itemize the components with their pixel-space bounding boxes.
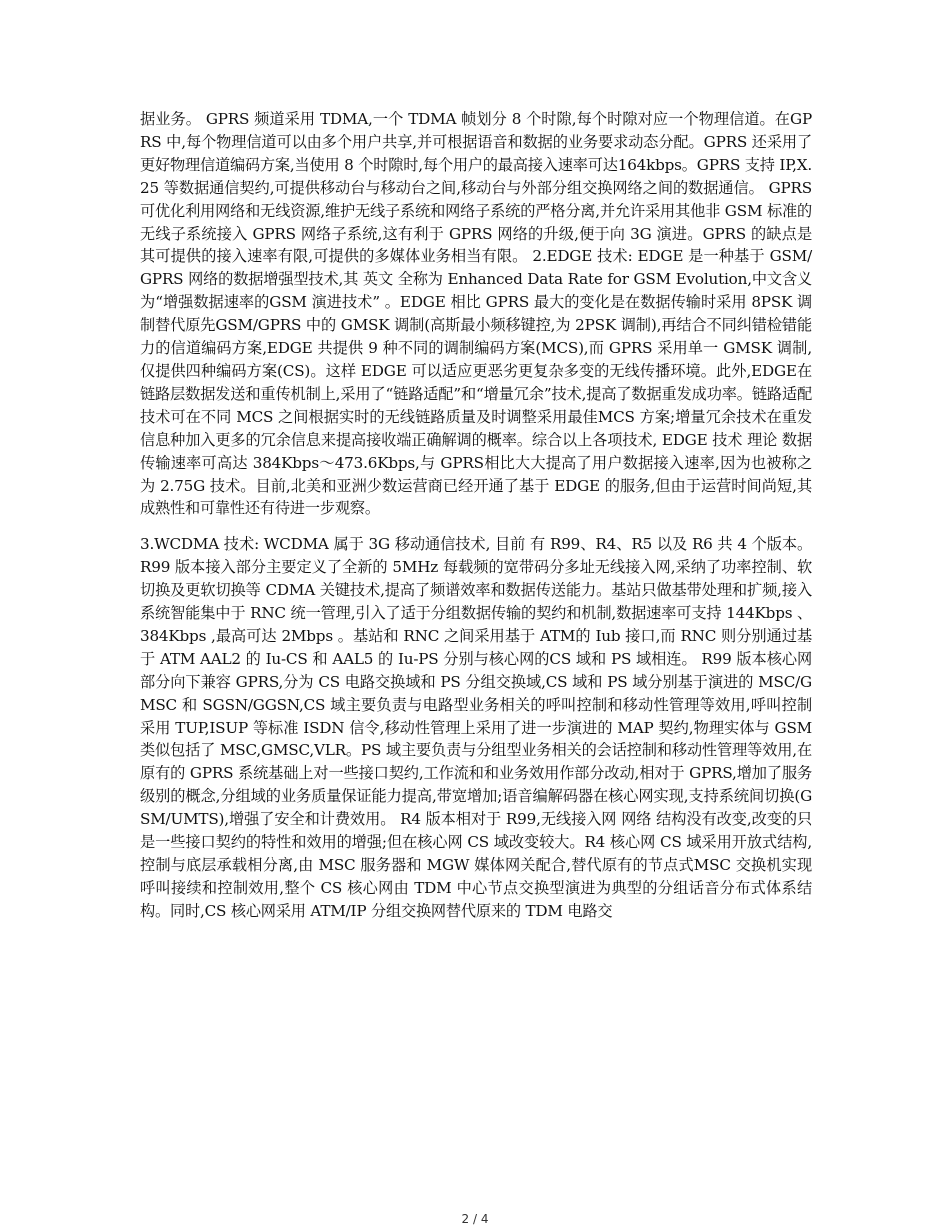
page-number: 2 / 4 (461, 1212, 489, 1226)
document-body (140, 108, 812, 923)
paragraph-wcdma: 3.WCDMA 技术: WCDMA 属于 3G 移动通信技术, 目前 有 R99、R4、R5 以及 R6 共 4 个版本。R99 版本接入部分主要定义了全新的 5MHz 每载频的宽带码分多址无线接入网,采纳了功率控制、软切换及更软切换等 CDMA 关键技术,提高了频谱效率和数据传送能力。基站只做基带处理和扩频,接入系统智能集中于 RNC 统一管理,引入了适于分组数据传输的契约和机制,数据速率可支持 144Kbps 、384Kbps ,最高可达 2Mbps 。基站和 RNC 之间采用基于 ATM的 Iub 接口,而 RNC 则分别通过基于 ATM AAL2 的 Iu-CS 和 AAL5 的 Iu-PS 分别与核心网的CS 域和 PS 域相连。 R99 版本核心网部分向下兼容 GPRS,分为 CS 电路交换域和 PS 分组交换域,CS 域和 PS 域分别基于演进的 MSC/GMSC 和 SGSN/GGSN,CS 域主要负责与电路型业务相关的呼叫控制和移动性管理等效用,呼叫控制采用 TUP,ISUP 等标准 ISDN 信令,移动性管理上采用了进一步演进的 MAP 契约,物理实体与 GSM 类似包括了 MSC,GMSC,VLR。PS 域主要负责与分组型业务相关的会话控制和移动性管理等效用,在原有的 GPRS 系统基础上对一些接口契约,工作流和和业务效用作部分改动,相对于 GPRS,增加了服务级别的概念,分组域的业务质量保证能力提高,带宽增加;语音编解码器在核心网实现,支持系统间切换(GSM/UMTS),增强了安全和计费效用。 R4 版本相对于 R99,无线接入网 网络 结构没有改变,改变的只是一些接口契约的特性和效用的增强;但在核心网 CS 域改变较大。R4 核心网 CS 域采用开放式结构,控制与底层承载相分离,由 MSC 服务器和 MGW 媒体网关配合,替代原有的节点式MSC 交换机实现呼叫接续和控制效用,整个 CS 核心网由 TDM 中心节点交换型演进为典型的分组话音分布式体系结构。同时,CS 核心网采用 ATM/IP 分组交换网替代原来的 TDM 电路交 (140, 535, 812, 920)
paragraph-gprs-edge: 据业务。 GPRS 频道采用 TDMA,一个 TDMA 帧划分 8 个时隙,每个时隙对应一个物理信道。在GPRS 中,每个物理信道可以由多个用户共享,并可根据语音和数据的业务要求动态分配。GPRS 还采用了更好物理信道编码方案,当使用 8 个时隙时,每个用户的最高接入速率可达164kbps。GPRS 支持 IP,X.25 等数据通信契约,可提供移动台与移动台之间,移动台与外部分组交换网络之间的数据通信。 GPRS 可优化利用网络和无线资源,维护无线子系统和网络子系统的严格分离,并允许采用其他非 GSM 标准的无线子系统接入 GPRS 网络子系统,这有利于 GPRS 网络的升级,便于向 3G 演进。GPRS 的缺点是其可提供的接入速率有限,可提供的多媒体业务相当有限。 2.EDGE 技术: EDGE 是一种基于 GSM/GPRS 网络的数据增强型技术,其 英文 全称为 Enhanced Data Rate for GSM Evolution,中文含义为“增强数据速率的GSM 演进技术” 。EDGE 相比 GPRS 最大的变化是在数据传输时采用 8PSK 调制替代原先GSM/GPRS 中的 GMSK 调制(高斯最小频移键控,为 2PSK 调制),再结合不同纠错检错能力的信道编码方案,EDGE 共提供 9 种不同的调制编码方案(MCS),而 GPRS 采用单一 GMSK 调制,仅提供四种编码方案(CS)。这样 EDGE 可以适应更恶劣更复杂多变的无线传播环境。此外,EDGE在链路层数据发送和重传机制上,采用了“链路适配”和“增量冗余”技术,提高了数据重发成功率。链路适配技术可在不同 MCS 之间根据实时的无线链路质量及时调整采用最佳MCS 方案;增量冗余技术在重发信息种加入更多的冗余信息来提高接收端正确解调的概率。综合以上各项技术, EDGE 技术 理论 数据传输速率可高达 384Kbps～473.6Kbps,与 GPRS相比大大提高了用户数据接入速率,因为也被称之为 2.75G 技术。目前,北美和亚洲少数运营商已经开通了基于 EDGE 的服务,但由于运营时间尚短,其成熟性和可靠性还有待进一步观察。 (140, 110, 812, 518)
